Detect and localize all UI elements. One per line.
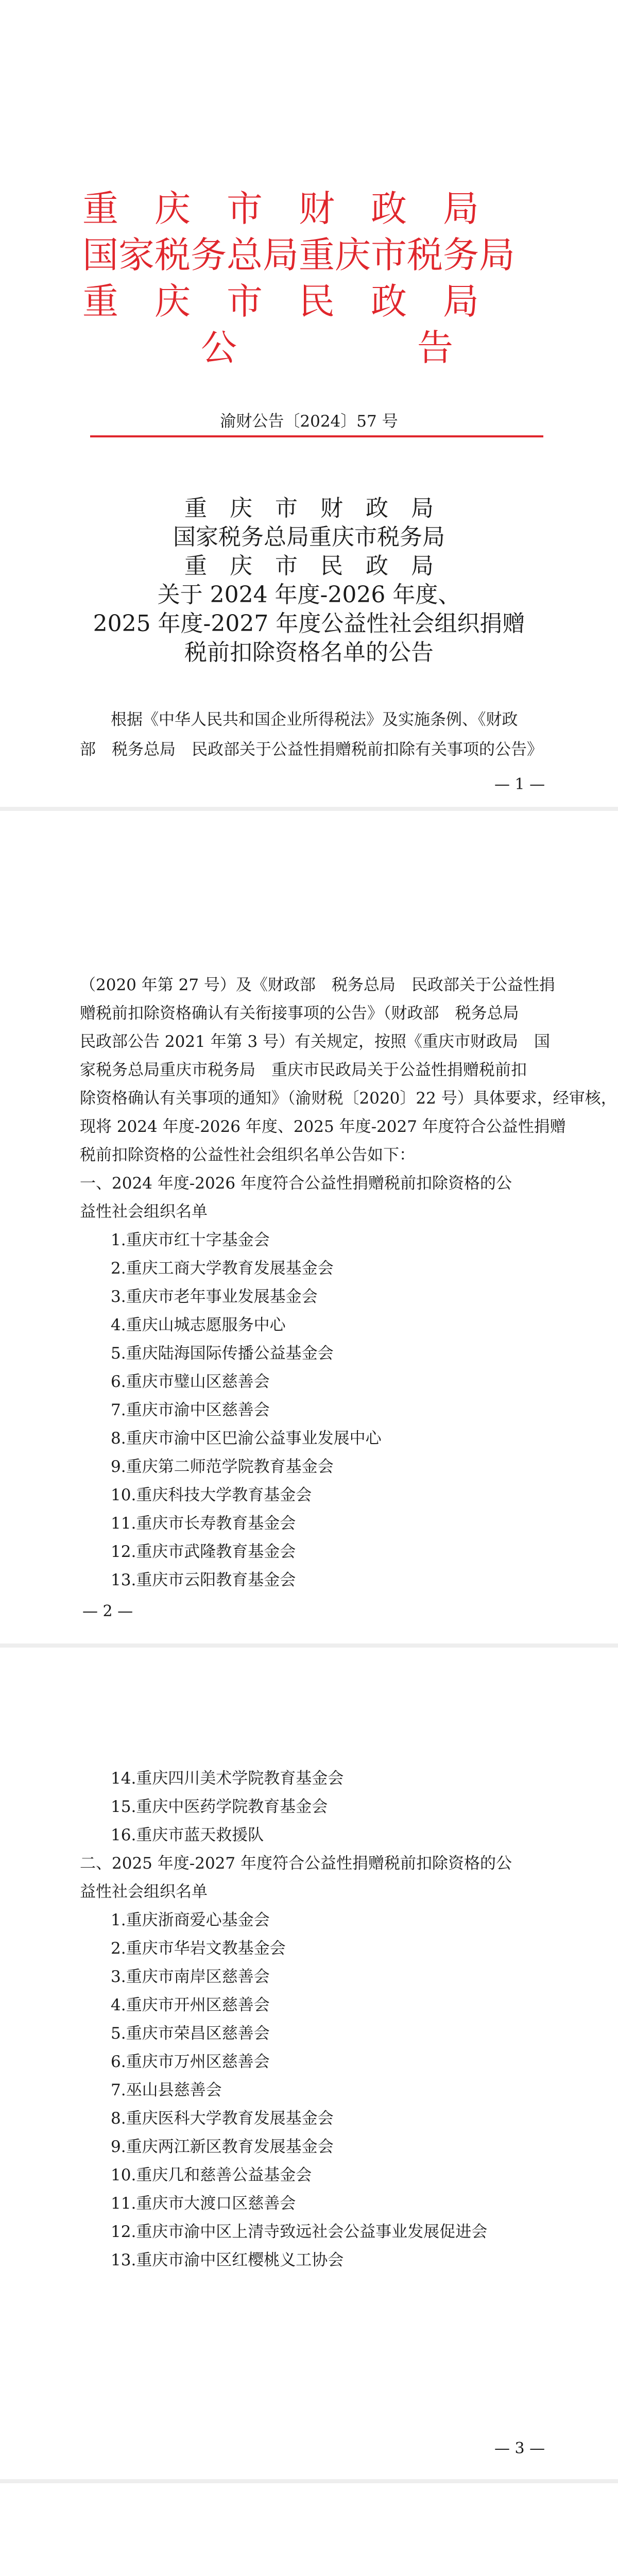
list1-item-8: 8.重庆市渝中区巴渝公益事业发展中心 [111, 1429, 382, 1448]
title-line-5: 2025 年度-2027 年度公益性社会组织捐赠 [93, 611, 525, 637]
title-line-3: 重 庆 市 民 政 局 [184, 553, 434, 579]
page2-body-line-5: 除资格确认有关事项的通知》（渝财税〔2020〕22 号）具体要求，经审核， [80, 1089, 617, 1108]
list1-item-1: 1.重庆市红十字基金会 [111, 1231, 270, 1249]
list1-item-13: 13.重庆市云阳教育基金会 [111, 1571, 296, 1589]
list2-item-2: 2.重庆市华岩文教基金会 [111, 1939, 286, 1958]
list1-item-7: 7.重庆市渝中区慈善会 [111, 1401, 270, 1419]
list2-item-11: 11.重庆市大渡口区慈善会 [111, 2194, 296, 2213]
header-red-rule [90, 435, 543, 437]
list2-item-9: 9.重庆两江新区教育发展基金会 [111, 2138, 334, 2156]
page2-body-line-1: （2020 年第 27 号）及《财政部 税务总局 民政部关于公益性捐 [80, 976, 555, 994]
list1-item-3: 3.重庆市老年事业发展基金会 [111, 1287, 318, 1306]
list2-item-6: 6.重庆市万州区慈善会 [111, 2053, 270, 2071]
list1-item-6: 6.重庆市璧山区慈善会 [111, 1372, 270, 1391]
page-number-2: — 2 — [82, 1602, 133, 1620]
page-separator [0, 1643, 618, 1648]
section2-heading-line-2: 益性社会组织名单 [80, 1883, 208, 1901]
list1-item-15: 15.重庆中医药学院教育基金会 [111, 1798, 328, 1816]
header-red-line-4: 公 告 [201, 327, 453, 369]
doc-number: 渝财公告〔2024〕57 号 [220, 412, 398, 431]
list2-item-7: 7.巫山县慈善会 [111, 2081, 222, 2099]
section1-heading-line-1: 一、2024 年度-2026 年度符合公益性捐赠税前扣除资格的公 [80, 1174, 512, 1193]
list1-item-14: 14.重庆四川美术学院教育基金会 [111, 1769, 344, 1788]
page1-body-line-2: 部 税务总局 民政部关于公益性捐赠税前扣除有关事项的公告》 [80, 740, 543, 759]
list2-item-10: 10.重庆几和慈善公益基金会 [111, 2166, 312, 2184]
page2-body-line-2: 赠税前扣除资格确认有关衔接事项的公告》（财政部 税务总局 [80, 1004, 519, 1023]
title-line-1: 重 庆 市 财 政 局 [184, 495, 434, 521]
list1-item-10: 10.重庆科技大学教育基金会 [111, 1486, 312, 1504]
header-red-line-3: 重 庆 市 民 政 局 [82, 280, 479, 323]
page-number-3: — 3 — [494, 2439, 545, 2458]
list2-item-12: 12.重庆市渝中区上清寺致远社会公益事业发展促进会 [111, 2223, 488, 2241]
list1-item-4: 4.重庆山城志愿服务中心 [111, 1316, 286, 1334]
list1-item-12: 12.重庆市武隆教育基金会 [111, 1543, 296, 1561]
list2-item-3: 3.重庆市南岸区慈善会 [111, 1968, 270, 1986]
page-number-1: — 1 — [494, 775, 545, 793]
list1-item-16: 16.重庆市蓝天救援队 [111, 1826, 264, 1844]
title-line-4: 关于 2024 年度-2026 年度、 [157, 582, 461, 608]
page-separator [0, 2479, 618, 2483]
title-line-2: 国家税务总局重庆市税务局 [173, 524, 445, 550]
list2-item-1: 1.重庆浙商爱心基金会 [111, 1911, 270, 1929]
page2-body-line-6: 现将 2024 年度-2026 年度、2025 年度-2027 年度符合公益性捐赠 [80, 1117, 566, 1136]
list2-item-8: 8.重庆医科大学教育发展基金会 [111, 2109, 334, 2128]
list1-item-9: 9.重庆第二师范学院教育基金会 [111, 1458, 334, 1476]
header-red-line-1: 重 庆 市 财 政 局 [82, 188, 479, 230]
page2-body-line-7: 税前扣除资格的公益性社会组织名单公告如下： [80, 1146, 415, 1164]
list1-item-5: 5.重庆陆海国际传播公益基金会 [111, 1344, 334, 1363]
list2-item-4: 4.重庆市开州区慈善会 [111, 1996, 270, 2014]
list2-item-5: 5.重庆市荣昌区慈善会 [111, 2024, 270, 2043]
page2-body-line-4: 家税务总局重庆市税务局 重庆市民政局关于公益性捐赠税前扣 [80, 1061, 527, 1079]
section1-heading-line-2: 益性社会组织名单 [80, 1202, 208, 1221]
page-separator [0, 807, 618, 811]
page2-body-line-3: 民政部公告 2021 年第 3 号）有关规定，按照《重庆市财政局 国 [80, 1032, 551, 1051]
section2-heading-line-1: 二、2025 年度-2027 年度符合公益性捐赠税前扣除资格的公 [80, 1854, 512, 1873]
list1-item-11: 11.重庆市长寿教育基金会 [111, 1514, 296, 1533]
list2-item-13: 13.重庆市渝中区红樱桃义工协会 [111, 2251, 344, 2269]
list1-item-2: 2.重庆工商大学教育发展基金会 [111, 1259, 334, 1278]
header-red-line-2: 国家税务总局重庆市税务局 [82, 234, 515, 276]
page1-body-line-1: 根据《中华人民共和国企业所得税法》及实施条例、《财政 [111, 710, 518, 729]
title-line-6: 税前扣除资格名单的公告 [184, 639, 434, 666]
